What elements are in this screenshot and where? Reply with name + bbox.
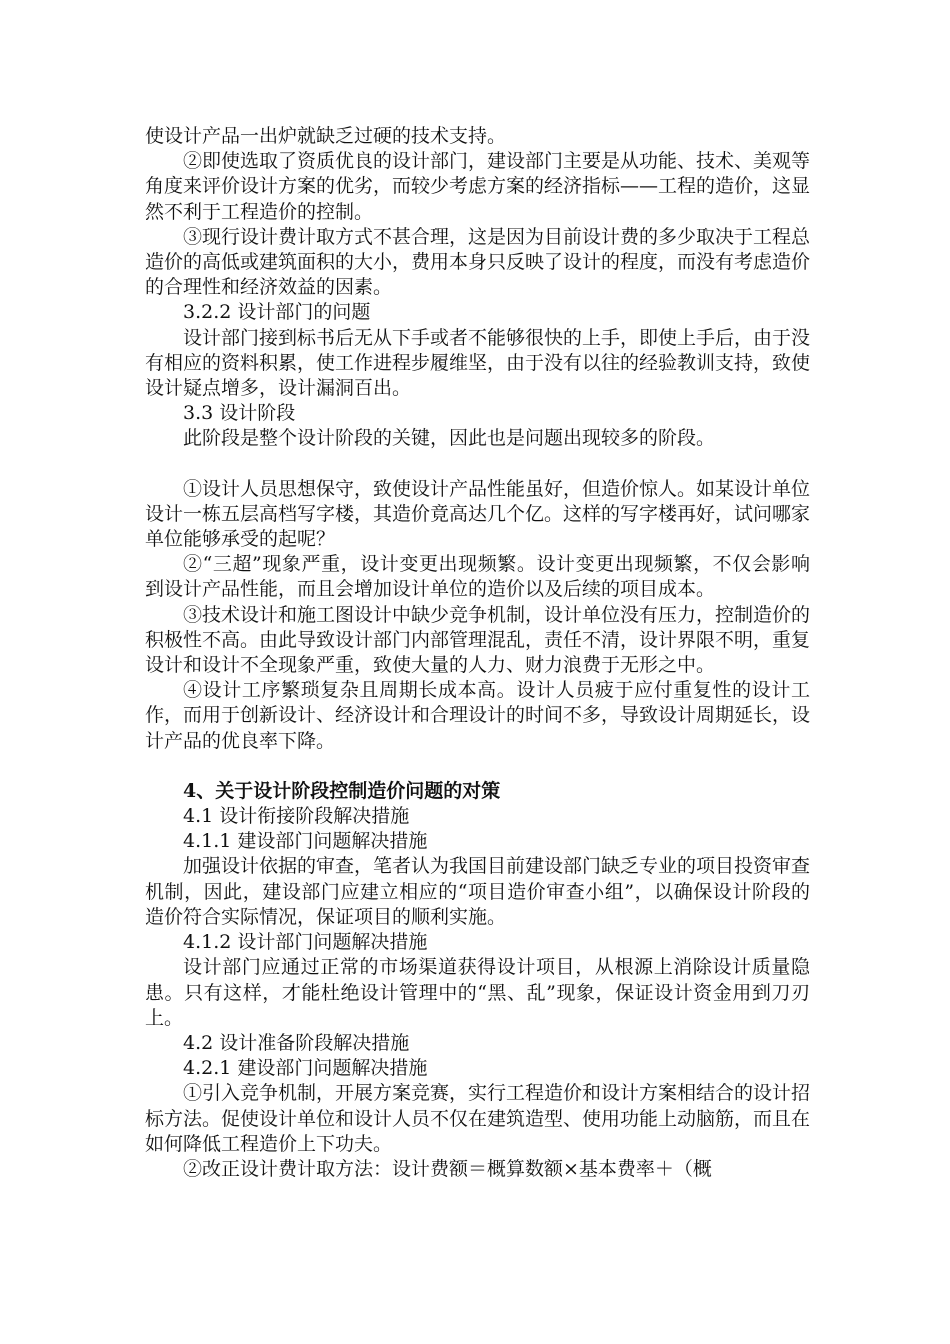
body-paragraph: ①引入竞争机制，开展方案竞赛，实行工程造价和设计方案相结合的设计招标方法。促使设计单位和设计人员不仅在建筑造型、使用功能上动脑筋，而且在如何降低工程造价上下功夫。 (145, 1082, 811, 1155)
body-paragraph: ②即使选取了资质优良的设计部门，建设部门主要是从功能、技术、美观等角度来评价设计方案的优劣，而较少考虑方案的经济指标——工程的造价，这显然不利于工程造价的控制。 (145, 150, 811, 223)
paragraph-spacer (145, 754, 810, 779)
body-paragraph: 设计部门接到标书后无从下手或者不能够很快的上手，即使上手后，由于没有相应的资料积累，使工作进程步履维坚，由于没有以往的经验教训支持，致使设计疑点增多，设计漏洞百出。 (145, 326, 811, 400)
body-paragraph: 加强设计依据的审查，笔者认为我国目前建设部门缺乏专业的项目投资审查机制，因此，建设部门应建立相应的“项目造价审查小组”，以确保设计阶段的造价符合实际情况，保证项目的顺利实施。 (145, 855, 811, 928)
body-paragraph: ②改正设计费计取方法：设计费额＝概算数额×基本费率＋（概 (183, 1157, 712, 1180)
subsection-heading: 4.2.1 建设部门问题解决措施 (183, 1057, 428, 1080)
subsection-heading: 4.1.2 设计部门问题解决措施 (183, 931, 428, 954)
subsection-heading: 4.1 设计衔接阶段解决措施 (183, 805, 410, 828)
paragraph-spacer (145, 452, 810, 477)
body-paragraph: 此阶段是整个设计阶段的关键，因此也是问题出现较多的阶段。 (183, 427, 716, 450)
subsection-heading: 3.2.2 设计部门的问题 (183, 301, 371, 324)
body-paragraph: 使设计产品一出炉就缺乏过硬的技术支持。 (145, 125, 507, 147)
body-paragraph: ②“三超”现象严重，设计变更出现频繁。设计变更出现频繁，不仅会影响到设计产品性能，而且会增加设计单位的造价以及后续的项目成本。 (145, 553, 810, 601)
body-paragraph: 设计部门应通过正常的市场渠道获得设计项目，从根源上消除设计质量隐患。只有这样，才能杜绝设计管理中的“黑、乱”现象，保证设计资金用到刀刃上。 (145, 956, 810, 1029)
subsection-heading: 3.3 设计阶段 (183, 402, 296, 425)
body-paragraph: ③技术设计和施工图设计中缺少竞争机制，设计单位没有压力，控制造价的积极性不高。由此导致设计部门内部管理混乱，责任不清，设计界限不明，重复设计和设计不全现象严重，致使大量的人力、财力浪费于无形之中。 (145, 603, 811, 677)
body-paragraph: ③现行设计费计取方式不甚合理，这是因为目前设计费的多少取决于工程总造价的高低或建筑面积的大小，费用本身只反映了设计的程度，而没有考虑造价的合理性和经济效益的因素。 (145, 225, 811, 299)
body-paragraph: ④设计工序繁琐复杂且周期长成本高。设计人员疲于应付重复性的设计工作，而用于创新设计、经济设计和合理设计的时间不多，导致设计周期延长，设计产品的优良率下降。 (145, 679, 811, 752)
body-paragraph: ①设计人员思想保守，致使设计产品性能虽好，但造价惊人。如某设计单位设计一栋五层高档写字楼，其造价竟高达几个亿。这样的写字楼再好，试问哪家单位能够承受的起呢？ (145, 477, 811, 551)
subsection-heading: 4.1.1 建设部门问题解决措施 (183, 830, 428, 853)
section-heading: 4、关于设计阶段控制造价问题的对策 (183, 779, 501, 802)
document-page (145, 124, 810, 1182)
subsection-heading: 4.2 设计准备阶段解决措施 (183, 1031, 410, 1054)
